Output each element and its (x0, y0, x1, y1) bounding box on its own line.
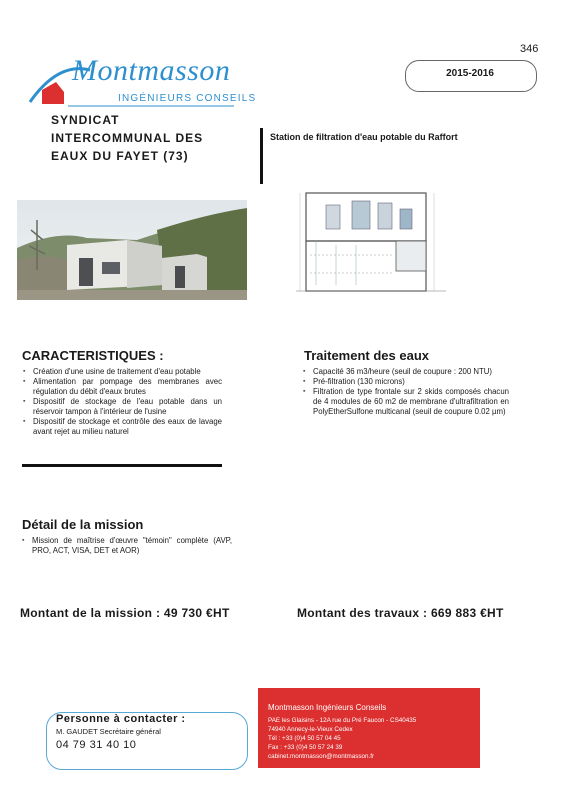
company-address (268, 716, 416, 761)
traitement-title: Traitement des eaux (304, 348, 429, 363)
email-link[interactable]: cabinet.montmasson@montmasson.fr (268, 753, 375, 760)
section-divider (22, 464, 222, 467)
company-name: Montmasson Ingénieurs Conseils (268, 703, 387, 712)
montant-travaux: Montant des travaux : 669 883 €HT (297, 606, 504, 620)
page-number: 346 (520, 43, 539, 55)
list-item: ▪ Dispositif de stockage de l'eau potable dans un réservoir tampon à l'intérieur de l'usine (23, 397, 222, 417)
client-name (51, 111, 203, 165)
logo-wordmark: Montmasson (72, 54, 231, 87)
list-item: ▪ Pré-filtration (130 microns) (303, 377, 509, 387)
client-line: SYNDICAT (51, 113, 120, 127)
list-item: ▪ Mission de maîtrise d'œuvre "témoin" complète (AVP, PRO, ACT, VISA, DET et AOR) (22, 536, 232, 556)
mission-title: Détail de la mission (22, 517, 144, 532)
address-line: Tél : +33 (0)4 50 57 04 45 (268, 735, 341, 742)
title-divider (260, 128, 263, 184)
caracteristiques-list (23, 367, 222, 437)
caracteristiques-title: CARACTERISTIQUES : (22, 348, 164, 363)
logo-subtitle: INGÉNIEURS CONSEILS (118, 93, 257, 104)
list-item: ▪ Dispositif de stockage et contrôle des eaux de lavage avant rejet au milieu naturel (23, 417, 222, 437)
contact-name: M. GAUDET Secrétaire général (56, 727, 161, 736)
list-item: ▪ Alimentation par pompage des membranes avec régulation du débit d'eaux brutes (23, 377, 222, 397)
mission-list (22, 536, 232, 556)
building-photo (17, 200, 247, 300)
address-line: PAE les Glaisins - 12A rue du Pré Faucon - CS40435 (268, 717, 417, 724)
montant-mission: Montant de la mission : 49 730 €HT (20, 606, 230, 620)
contact-title: Personne à contacter : (56, 713, 186, 725)
client-line: EAUX DU FAYET (73) (51, 149, 189, 163)
list-item: ▪ Filtration de type frontale sur 2 skids composés chacun de 4 modules de 60 m2 de membrane d'ultrafiltration en PolyEtherSulfone multicanal (seuil de coupure 0.02 µm) (303, 387, 509, 417)
address-line: 74940 Annecy-le-Vieux Cedex (268, 726, 353, 733)
project-title: Station de filtration d'eau potable du Raffort (270, 132, 458, 142)
list-item: ▪ Création d'une usine de traitement d'eau potable (23, 367, 222, 377)
contact-phone: 04 79 31 40 10 (56, 739, 137, 751)
client-line: INTERCOMMUNAL DES (51, 131, 204, 145)
traitement-list (303, 367, 509, 417)
list-item: ▪ Capacité 36 m3/heure (seuil de coupure : 200 NTU) (303, 367, 509, 377)
year-label: 2015-2016 (446, 68, 494, 79)
plan-drawing (296, 185, 446, 300)
address-line: Fax : +33 (0)4 50 57 24 39 (268, 744, 343, 751)
